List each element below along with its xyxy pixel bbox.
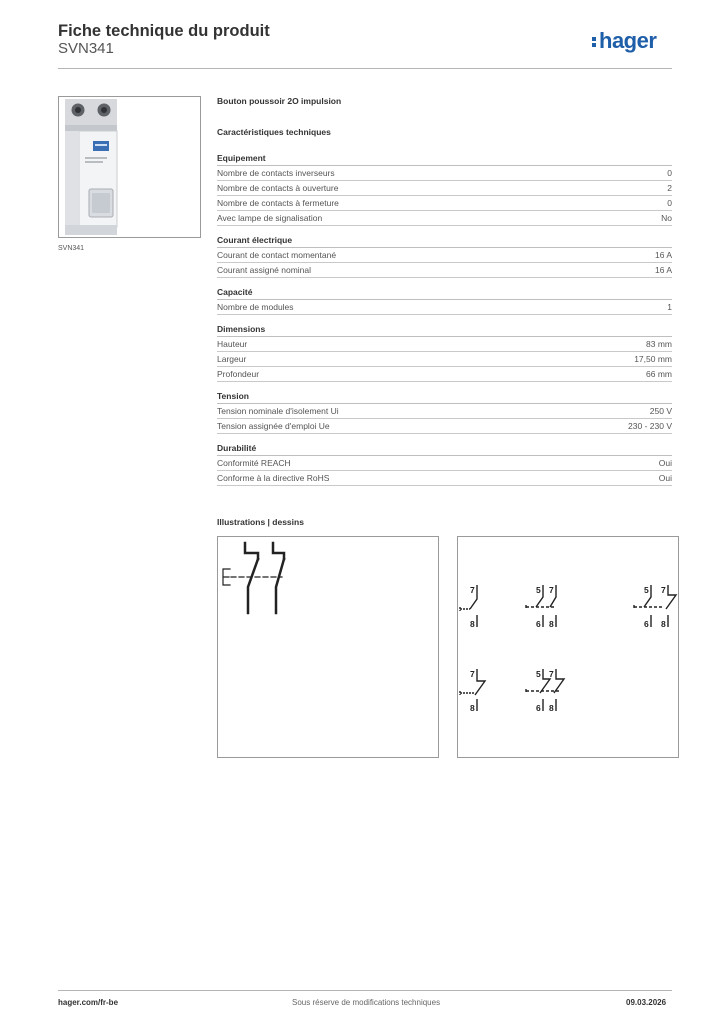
terminal-label: 5 — [536, 585, 541, 595]
spec-label: Hauteur — [217, 339, 248, 349]
spec-group-title: Equipement — [217, 153, 672, 166]
terminal-label: 6 — [536, 619, 541, 629]
spec-row — [217, 367, 672, 382]
product-photo-icon — [59, 97, 200, 237]
spec-label: Avec lampe de signalisation — [217, 213, 323, 223]
spec-value: 2 — [667, 183, 672, 193]
contact-symbol-icon — [218, 537, 440, 759]
variant-5 — [526, 669, 564, 711]
page-title: Fiche technique du produit — [58, 22, 270, 40]
product-image — [58, 96, 201, 238]
spec-value: No — [661, 213, 672, 223]
spec-value: 1 — [667, 302, 672, 312]
terminal-label: 6 — [644, 619, 649, 629]
spec-row — [217, 166, 672, 181]
product-description: Bouton poussoir 2O impulsion — [217, 96, 342, 106]
terminal-label: 7 — [549, 585, 554, 595]
spec-group-courant — [217, 235, 672, 278]
spec-row — [217, 456, 672, 471]
spec-value: 16 A — [654, 265, 672, 275]
terminal-label: 7 — [470, 669, 475, 679]
spec-value: 83 mm — [646, 339, 672, 349]
spec-row — [217, 196, 672, 211]
spec-group-tension — [217, 391, 672, 434]
terminal-label: 8 — [470, 703, 475, 713]
variant-3 — [634, 585, 676, 627]
spec-group-title: Capacité — [217, 287, 672, 300]
product-image-caption: SVN341 — [58, 245, 85, 252]
logo-dots-icon — [592, 35, 597, 48]
spec-content — [217, 96, 672, 486]
specs-heading: Caractéristiques techniques — [217, 127, 331, 137]
spec-row — [217, 181, 672, 196]
footer-date: 09.03.2026 — [626, 998, 667, 1007]
spec-label: Conformité REACH — [217, 458, 291, 468]
terminal-label: 7 — [470, 585, 475, 595]
spec-value: 66 mm — [646, 369, 672, 379]
spec-group-title: Dimensions — [217, 324, 672, 337]
spec-row — [217, 248, 672, 263]
terminal-label: 6 — [536, 703, 541, 713]
spec-label: Nombre de contacts à fermeture — [217, 198, 339, 208]
spec-label: Nombre de contacts inverseurs — [217, 168, 335, 178]
spec-row — [217, 471, 672, 486]
contact-configurations-diagram — [457, 536, 679, 758]
terminal-label: 8 — [661, 619, 666, 629]
spec-group-dimensions — [217, 324, 672, 382]
spec-label: Courant assigné nominal — [217, 265, 312, 275]
spec-group-title: Courant électrique — [217, 235, 672, 248]
terminal-label: 7 — [549, 669, 554, 679]
spec-value: 16 A — [654, 250, 672, 260]
wiring-symbol-diagram — [217, 536, 439, 758]
spec-value: Oui — [658, 473, 672, 483]
terminal-label: 7 — [661, 585, 666, 595]
spec-group-equipement — [217, 153, 672, 226]
spec-group-title: Durabilité — [217, 443, 672, 456]
spec-group-title: Tension — [217, 391, 672, 404]
spec-group-durabilite — [217, 443, 672, 486]
spec-label: Tension assignée d'emploi Ue — [217, 421, 330, 431]
spec-label: Courant de contact momentané — [217, 250, 337, 260]
product-reference: SVN341 — [58, 40, 114, 57]
spec-value: Oui — [658, 458, 672, 468]
spec-row — [217, 211, 672, 226]
spec-label: Largeur — [217, 354, 247, 364]
spec-value: 0 — [667, 198, 672, 208]
spec-row — [217, 419, 672, 434]
logo-text: hager — [599, 28, 657, 53]
spec-label: Tension nominale d'isolement Ui — [217, 406, 339, 416]
spec-value: 17,50 mm — [634, 354, 672, 364]
footer-notice: Sous réserve de modifications techniques — [292, 998, 441, 1007]
spec-row — [217, 352, 672, 367]
spec-label: Nombre de contacts à ouverture — [217, 183, 339, 193]
terminal-labels — [470, 585, 666, 713]
terminal-label: 5 — [536, 669, 541, 679]
spec-label: Profondeur — [217, 369, 260, 379]
footer-website-link[interactable]: hager.com/fr-be — [58, 998, 119, 1007]
terminal-label: 5 — [644, 585, 649, 595]
terminal-label: 8 — [549, 703, 554, 713]
spec-row — [217, 404, 672, 419]
header-divider — [58, 68, 672, 69]
illustrations-title: Illustrations | dessins — [217, 517, 304, 527]
terminal-label: 8 — [470, 619, 475, 629]
footer-divider — [58, 990, 672, 991]
spec-value: 230 - 230 V — [628, 421, 672, 431]
spec-group-capacite — [217, 287, 672, 315]
spec-row — [217, 337, 672, 352]
hager-logo — [592, 28, 656, 54]
spec-value: 250 V — [649, 406, 672, 416]
spec-label: Conforme à la directive RoHS — [217, 473, 330, 483]
terminal-label: 8 — [549, 619, 554, 629]
spec-value: 0 — [667, 168, 672, 178]
spec-row — [217, 300, 672, 315]
spec-row — [217, 263, 672, 278]
contact-variants-icon — [458, 537, 680, 759]
spec-label: Nombre de modules — [217, 302, 294, 312]
